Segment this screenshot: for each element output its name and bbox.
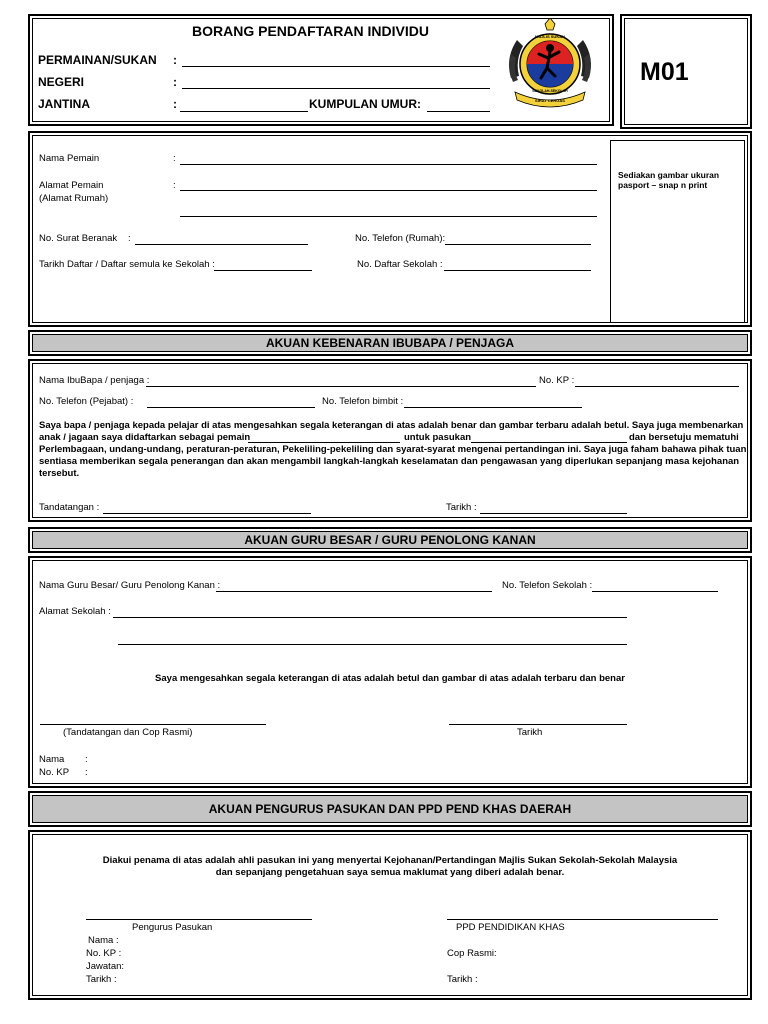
label-nama-guru-sign: Nama [39, 754, 65, 765]
alamat-sekolah-field-2[interactable] [118, 644, 627, 645]
pengurus-pasukan-sign-field[interactable] [86, 919, 312, 920]
tel-bimbit-field[interactable] [404, 407, 582, 408]
no-daftar-sekolah-field[interactable] [444, 270, 591, 271]
label-pengurus-no-kp: No. KP : [86, 948, 122, 959]
pasukan-field[interactable] [471, 442, 627, 443]
ppd-sign-field[interactable] [447, 919, 718, 920]
tandatangan-guru-field[interactable] [40, 724, 266, 725]
label-nama-pemain: Nama Pemain [39, 153, 100, 164]
colon: : [173, 53, 177, 67]
ibubapa-declaration-line4: sentiasa memberikan segala penerangan dan akan mengambil langkah-langkah keselamatan dan pengawasan yang diperlukan sepanjang masa kejohanan [39, 456, 740, 467]
label-jantina: JANTINA [38, 97, 91, 111]
colon: : [128, 233, 131, 244]
label-tandatangan-cop: (Tandatangan dan Cop Rasmi) [63, 727, 193, 738]
tarikh-ibubapa-field[interactable] [480, 513, 627, 514]
pengurus-heading: AKUAN PENGURUS PASUKAN DAN PPD PEND KHAS DAERAH [208, 802, 572, 816]
guru-heading-bar [28, 527, 752, 553]
label-tarikh-ibubapa: Tarikh : [446, 502, 477, 513]
ibubapa-declaration-line3: Perlembagaan, undang-undang, peraturan-peraturan, Pekeliling-pekeliling dan syarat-syarat mengenai pertandingan ini. Saya juga faham bahawa pihak tuan [39, 444, 747, 455]
tarikh-daftar-field[interactable] [214, 270, 312, 271]
ibubapa-declaration-line1: Saya bapa / penjaga kepada pelajar di atas mengesahkan segala keterangan di atas adalah benar dan gambar terbaru adalah betul. Saya juga membenarkan [39, 420, 744, 431]
label-alamat-pemain: Alamat Pemain [39, 180, 104, 191]
negeri-field[interactable] [182, 88, 490, 89]
label-permainan-sukan: PERMAINAN/SUKAN [38, 53, 157, 67]
ibubapa-declaration-line2c: dan bersetuju mematuhi [629, 432, 739, 443]
label-alamat-sekolah: Alamat Sekolah : [39, 606, 111, 617]
no-kp-ibubapa-field[interactable] [575, 386, 739, 387]
label-pengurus-jawatan: Jawatan: [86, 961, 125, 972]
form-code: M01 [640, 58, 689, 86]
label-nama-ibubapa: Nama IbuBapa / penjaga : [39, 375, 150, 386]
nama-pemain-field[interactable] [180, 164, 597, 165]
label-telefon-rumah: No. Telefon (Rumah): [355, 233, 446, 244]
label-no-daftar-sekolah: No. Daftar Sekolah : [357, 259, 443, 270]
form-title: BORANG PENDAFTARAN INDIVIDU [192, 23, 429, 39]
alamat-pemain-field-2[interactable] [180, 216, 597, 217]
telefon-rumah-field[interactable] [445, 244, 591, 245]
pengurus-statement-1: Diakui penama di atas adalah ahli pasukan ini yang menyertai Kejohanan/Pertandingan Majlis Sukan Sekolah-Sekolah Malaysia [102, 855, 678, 866]
colon: : [85, 754, 88, 765]
pengurus-statement-2: dan sepanjang pengetahuan saya semua maklumat yang diberi adalah benar. [215, 867, 565, 878]
tel-sekolah-field[interactable] [592, 591, 718, 592]
colon: : [173, 75, 177, 89]
colon: : [173, 180, 176, 191]
ibubapa-declaration-line5: tersebut. [39, 468, 80, 479]
label-surat-beranak: No. Surat Beranak [39, 233, 118, 244]
label-alamat-rumah: (Alamat Rumah) [39, 193, 109, 204]
tel-pejabat-field[interactable] [147, 407, 315, 408]
msss-logo [503, 18, 597, 112]
guru-heading: AKUAN GURU BESAR / GURU PENOLONG KANAN [32, 531, 748, 549]
label-pengurus-tarikh: Tarikh : [86, 974, 117, 985]
label-tel-bimbit: No. Telefon bimbit : [322, 396, 404, 407]
label-tandatangan-ibubapa: Tandatangan : [39, 502, 100, 513]
photo-note: Sediakan gambar ukuran pasport – snap n print [618, 170, 720, 190]
permainan-sukan-field[interactable] [182, 66, 490, 67]
label-cop-rasmi: Cop Rasmi: [447, 948, 497, 959]
alamat-sekolah-field-1[interactable] [113, 617, 627, 618]
surat-beranak-field[interactable] [135, 244, 308, 245]
tarikh-guru-field[interactable] [449, 724, 627, 725]
nama-guru-field[interactable] [216, 591, 492, 592]
colon: : [173, 97, 177, 111]
guru-statement: Saya mengesahkan segala keterangan di atas adalah betul dan gambar di atas adalah terbaru dan benar [155, 673, 625, 684]
photo-box [610, 140, 745, 323]
label-kp-guru-sign: No. KP [39, 767, 70, 778]
logo-top-text: MAJLIS SUKAN [534, 34, 566, 39]
pemain-acara-field[interactable] [248, 442, 400, 443]
jantina-field[interactable] [180, 111, 308, 112]
guru-section-inner [32, 560, 748, 784]
alamat-pemain-field-1[interactable] [180, 190, 597, 191]
kumpulan-umur-field[interactable] [427, 111, 490, 112]
ibubapa-heading: AKUAN KEBENARAN IBUBAPA / PENJAGA [32, 334, 748, 352]
logo-banner-text: SIHAT CERGAS [535, 98, 565, 103]
label-ppd-tarikh: Tarikh : [447, 974, 478, 985]
label-no-kp-ibubapa: No. KP : [539, 375, 575, 386]
pengurus-heading-bar [32, 795, 748, 823]
label-tel-sekolah: No. Telefon Sekolah : [502, 580, 593, 591]
tandatangan-ibubapa-field[interactable] [103, 513, 311, 514]
label-ppd-pendidikan-khas: PPD PENDIDIKAN KHAS [456, 922, 565, 933]
ibubapa-heading-bar [28, 330, 752, 356]
ibubapa-declaration-line2b: untuk pasukan [404, 432, 472, 443]
label-tarikh-guru: Tarikh [517, 727, 543, 738]
label-nama-guru: Nama Guru Besar/ Guru Penolong Kanan : [39, 580, 221, 591]
ibubapa-declaration-line2a: anak / jagaan saya didaftarkan sebagai pemain [39, 432, 251, 443]
label-pengurus-nama: Nama : [88, 935, 119, 946]
label-tel-pejabat: No. Telefon (Pejabat) : [39, 396, 134, 407]
logo-bottom-text: SEKOLAH-SEKOLAH [532, 89, 568, 93]
colon: : [173, 153, 176, 164]
label-pengurus-pasukan: Pengurus Pasukan [132, 922, 213, 933]
label-kumpulan-umur: KUMPULAN UMUR: [309, 97, 421, 111]
nama-ibubapa-field[interactable] [146, 386, 536, 387]
colon: : [85, 767, 88, 778]
label-tarikh-daftar: Tarikh Daftar / Daftar semula ke Sekolah : [39, 259, 215, 270]
label-negeri: NEGERI [38, 75, 85, 89]
